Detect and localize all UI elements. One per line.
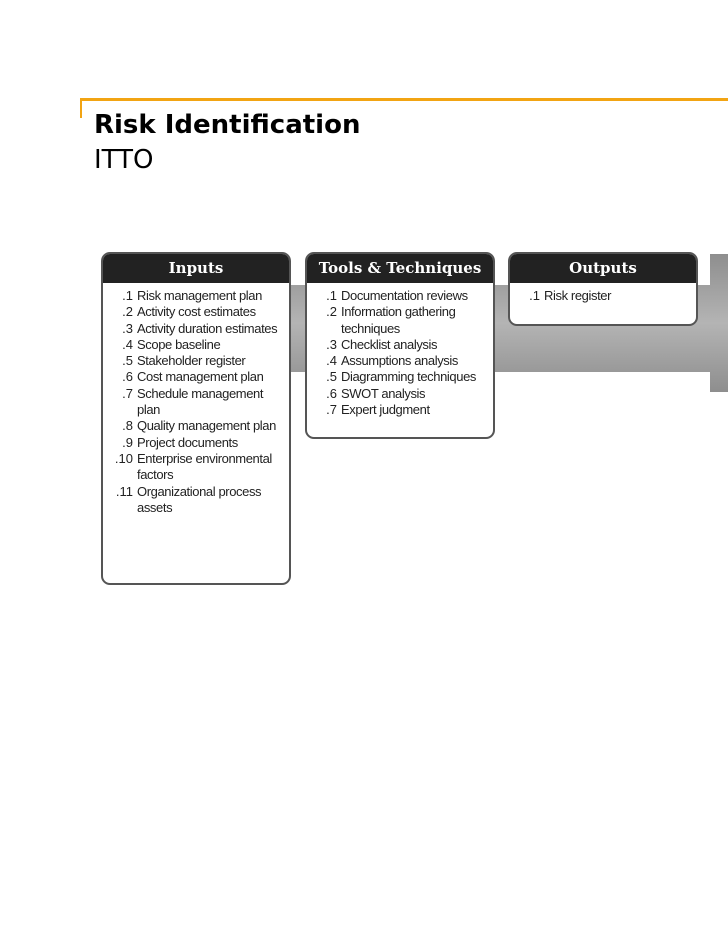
tools-panel — [305, 252, 495, 439]
outputs-panel — [508, 252, 698, 326]
item-number: .1 — [529, 288, 540, 303]
list-item — [516, 288, 690, 304]
item-text: Organizational process assets — [137, 483, 262, 515]
list-item — [109, 304, 283, 320]
item-text: Project documents — [137, 434, 238, 450]
item-number: .5 — [326, 369, 337, 385]
list-item — [313, 386, 487, 402]
slide-title: Risk Identification — [94, 110, 361, 140]
item-text: Checklist analysis — [341, 336, 438, 352]
item-number: .6 — [122, 369, 133, 385]
item-text: Cost management plan — [137, 369, 264, 385]
item-number: .2 — [326, 304, 337, 320]
list-item — [313, 402, 487, 418]
item-text: Activity duration estimates — [137, 320, 278, 336]
item-number: .5 — [122, 353, 133, 369]
list-item — [313, 337, 487, 353]
item-number: .6 — [326, 385, 337, 401]
list-item — [313, 288, 487, 304]
item-text: Assumptions analysis — [341, 353, 458, 369]
item-text: Risk management plan — [137, 288, 262, 303]
list-item — [109, 484, 283, 517]
item-number: .3 — [122, 320, 133, 336]
outputs-header: Outputs — [510, 254, 696, 283]
item-number: .4 — [326, 353, 337, 369]
item-number: .7 — [122, 385, 133, 401]
list-item — [313, 369, 487, 385]
item-text: Stakeholder register — [137, 353, 246, 369]
outputs-list — [510, 283, 696, 310]
list-item — [109, 288, 283, 304]
list-item — [109, 418, 283, 434]
list-item — [109, 435, 283, 451]
item-text: Expert judgment — [341, 402, 430, 418]
item-text: SWOT analysis — [341, 385, 426, 401]
list-item — [109, 451, 283, 484]
item-number: .1 — [326, 288, 337, 303]
list-item — [109, 337, 283, 353]
item-text: Quality management plan — [137, 418, 276, 434]
item-number: .8 — [122, 418, 133, 434]
list-item — [109, 386, 283, 419]
item-number: .3 — [326, 336, 337, 352]
item-number: .9 — [122, 434, 133, 450]
item-text: Diagramming techniques — [341, 369, 476, 385]
inputs-list — [103, 283, 289, 522]
item-number: .2 — [122, 304, 133, 320]
list-item — [109, 321, 283, 337]
slide-subtitle: ITTO — [94, 145, 154, 175]
item-text: Activity cost estimates — [137, 304, 256, 320]
item-number: .7 — [326, 402, 337, 418]
inputs-header: Inputs — [103, 254, 289, 283]
list-item — [109, 353, 283, 369]
item-number: .11 — [115, 483, 133, 499]
item-number: .4 — [122, 336, 133, 352]
list-item — [313, 353, 487, 369]
tools-header: Tools & Techniques — [307, 254, 493, 283]
item-text: Scope baseline — [137, 336, 221, 352]
item-text: Enterprise environmental factors — [137, 450, 272, 483]
list-item — [313, 304, 487, 337]
item-text: Documentation reviews — [341, 288, 468, 303]
item-text: Information gathering techniques — [341, 304, 456, 336]
list-item — [109, 369, 283, 385]
item-number: .10 — [114, 450, 133, 466]
item-text: Schedule management plan — [137, 385, 264, 418]
tools-list — [307, 283, 493, 424]
inputs-panel — [101, 252, 291, 585]
item-number: .1 — [122, 288, 133, 303]
item-text: Risk register — [544, 288, 612, 303]
